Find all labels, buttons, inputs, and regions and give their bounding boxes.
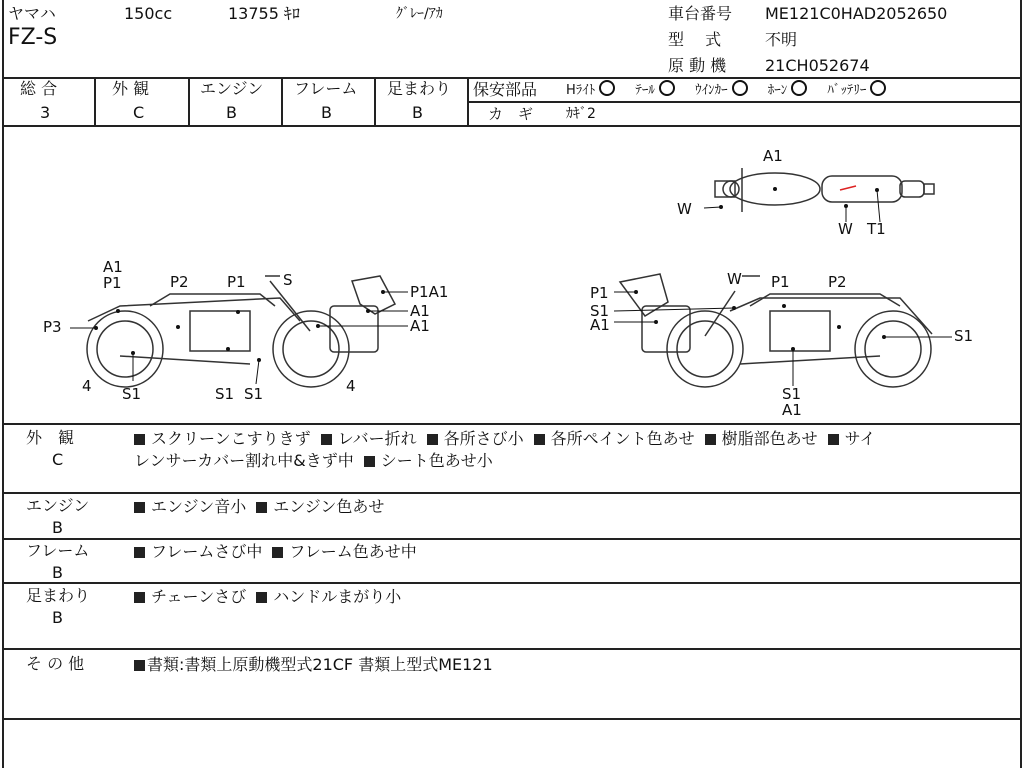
diagram-label: P2 <box>170 273 189 291</box>
damage-diagram <box>0 126 1020 422</box>
suspension-label: 足まわり <box>387 79 452 98</box>
diagram-label: W <box>838 220 853 238</box>
safety-item: Hﾗｲﾄ <box>566 83 596 98</box>
other-notes-line <box>134 654 503 676</box>
frame-no-value: ME121C0HAD2052650 <box>765 4 948 23</box>
note-item: エンジン色あせ <box>256 497 384 516</box>
bullet-square-icon <box>534 434 545 445</box>
diagram-labels <box>43 147 973 419</box>
safety-item: ﾊﾞｯﾃﾘｰ <box>827 83 867 98</box>
diagram-label: 4 <box>82 377 92 395</box>
note-item: 書類:書類上原動機型式21CF 書類上型式ME121 <box>134 655 493 674</box>
diagram-label: P1 <box>590 284 609 302</box>
section-divider <box>2 492 1020 494</box>
diagram-label: P1 <box>227 273 246 291</box>
section-divider <box>2 538 1020 540</box>
engine-no-label: 原 動 機 <box>668 56 727 75</box>
diagram-bottom-line <box>2 423 1020 425</box>
ok-circle-icon <box>732 80 748 96</box>
diagram-label: S1 <box>782 385 802 403</box>
diagram-label: S <box>283 271 293 289</box>
detail-grade-suspension: B <box>52 608 63 627</box>
note-item: レンサーカバー割れ中&きず中 <box>134 451 354 470</box>
safety-parts-list <box>566 80 886 101</box>
bullet-square-icon <box>364 456 375 467</box>
note-item: 樹脂部色あせ <box>705 429 818 448</box>
overall-label: 総 合 <box>20 79 58 98</box>
note-item: フレームさび中 <box>134 542 262 561</box>
diagram-label: 4 <box>346 377 356 395</box>
exterior-notes-line <box>134 428 886 450</box>
overall-grade: 3 <box>40 103 51 122</box>
grade-divider <box>188 77 190 125</box>
detail-grade-frame: B <box>52 563 63 582</box>
bullet-square-icon <box>256 502 267 513</box>
model-name: FZ-S <box>8 25 58 50</box>
key-value: ｶｷﾞ2 <box>566 106 596 122</box>
ok-circle-icon <box>659 80 675 96</box>
diagram-label: S1 <box>122 385 142 403</box>
bullet-square-icon <box>321 434 332 445</box>
ok-circle-icon <box>599 80 615 96</box>
engine-label: エンジン <box>200 79 264 98</box>
maker-name: ヤマハ <box>8 4 56 23</box>
bullet-square-icon <box>427 434 438 445</box>
grade-divider <box>281 77 283 125</box>
table-mid-line <box>468 101 1020 103</box>
bullet-square-icon <box>134 592 145 603</box>
diagram-label: P1 <box>771 273 790 291</box>
grade-divider <box>94 77 96 125</box>
detail-grade-engine: B <box>52 518 63 537</box>
section-divider <box>2 648 1020 650</box>
bullet-square-icon <box>134 660 145 671</box>
diagram-label: A1 <box>782 401 802 419</box>
frame-no-label: 車台番号 <box>668 4 733 23</box>
safety-item: ｳｲﾝｶｰ <box>695 83 728 98</box>
diagram-label: P1A1 <box>410 283 449 301</box>
detail-label-other: そ の 他 <box>26 654 85 673</box>
note-item: チェーンさび <box>134 587 246 606</box>
frame-label: フレーム <box>294 79 358 98</box>
bullet-square-icon <box>828 434 839 445</box>
frame-grade: B <box>321 103 332 122</box>
diagram-label: W <box>727 270 742 288</box>
detail-label-engine: エンジン <box>26 496 90 515</box>
detail-grade-exterior: C <box>52 450 64 469</box>
frame-notes-line <box>134 541 427 563</box>
detail-label-exterior: 外 観 <box>26 428 75 447</box>
engine-no-value: 21CH052674 <box>765 56 870 75</box>
diagram-label: P2 <box>828 273 847 291</box>
grade-divider <box>467 77 469 125</box>
bullet-square-icon <box>134 502 145 513</box>
diagram-label: S1 <box>215 385 235 403</box>
exterior-label: 外 観 <box>112 79 150 98</box>
ok-circle-icon <box>791 80 807 96</box>
diagram-label: S1 <box>244 385 264 403</box>
suspension-grade: B <box>412 103 423 122</box>
bullet-square-icon <box>705 434 716 445</box>
bullet-square-icon <box>134 434 145 445</box>
note-item: 各所さび小 <box>427 429 524 448</box>
body-color: ｸﾞﾚｰ/ｱｶ <box>396 6 443 22</box>
diagram-label: A1 <box>410 302 430 320</box>
note-item: レバー折れ <box>321 429 417 448</box>
note-item: シート色あせ小 <box>364 451 493 470</box>
suspension-notes-line <box>134 586 411 608</box>
detail-label-suspension: 足まわり <box>26 586 91 605</box>
section-divider <box>2 718 1020 720</box>
safety-parts-label: 保安部品 <box>473 80 538 99</box>
bullet-square-icon <box>134 547 145 558</box>
note-item: フレーム色あせ中 <box>272 542 416 561</box>
exterior-grade: C <box>133 103 145 122</box>
diagram-label: P1 <box>103 274 122 292</box>
detail-label-frame: フレーム <box>26 541 90 560</box>
exterior-notes-line <box>134 450 503 472</box>
diagram-label: S1 <box>954 327 974 345</box>
diagram-label: A1 <box>590 316 610 334</box>
ok-circle-icon <box>870 80 886 96</box>
note-item: ハンドルまがり小 <box>256 587 401 606</box>
displacement: 150cc <box>124 4 173 23</box>
top-view-motorcycle-icon <box>715 168 934 212</box>
key-label: カ ギ <box>488 105 534 123</box>
diagram-label: A1 <box>410 317 430 335</box>
mileage: 13755 ｷﾛ <box>228 4 300 23</box>
damage-mark-red <box>840 186 856 190</box>
note-item: スクリーンこすりきず <box>134 429 311 448</box>
engine-notes-line <box>134 496 394 518</box>
note-item: サイ <box>828 429 876 448</box>
type-value: 不明 <box>765 30 798 49</box>
diagram-label: P3 <box>43 318 62 336</box>
engine-grade: B <box>226 103 237 122</box>
type-label: 型 式 <box>668 30 722 49</box>
table-top-line <box>2 77 1020 79</box>
diagram-label: T1 <box>867 220 886 238</box>
note-item: エンジン音小 <box>134 497 246 516</box>
diagram-label: A1 <box>763 147 783 165</box>
diagram-label: W <box>677 200 692 218</box>
grade-divider <box>374 77 376 125</box>
safety-item: ﾎｰﾝ <box>767 83 788 98</box>
note-item: 各所ペイント色あせ <box>534 429 695 448</box>
safety-item: ﾃｰﾙ <box>635 83 655 98</box>
diagram-label: S1 <box>590 302 610 320</box>
section-divider <box>2 582 1020 584</box>
frame-right-border <box>1020 0 1022 768</box>
bullet-square-icon <box>256 592 267 603</box>
bullet-square-icon <box>272 547 283 558</box>
diagram-label: A1 <box>103 258 123 276</box>
